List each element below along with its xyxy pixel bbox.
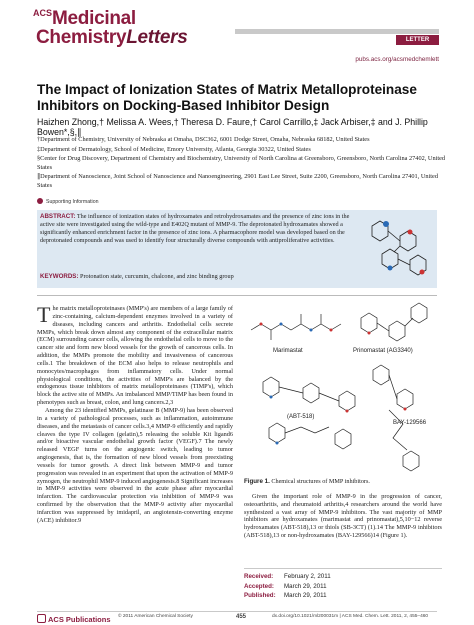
accepted-row: [244, 582, 331, 592]
body-paragraph-2: Among the 23 identified MMPs, gelatinase B (MMP-9) has been observed in a variety of pathological processes, such as inflammation, autoimmune diseases, and the metastasis of cancer cells.3,4 MMP-9 efficiently and rapidly cleaves the type IV collagen (gelatin),5 releasing the soluble Kit ligand6 and/or bioactive vascular endothelial growth factor (VEGF).7 The newly released VEGF turns on the angiogenic switch, leading to tumor angiogenesis, that is, the formation of new blood vessels from preexisting vessels for tumor growth. A direct link between MMP-9 and tumor progression was revealed in an experiment that upon the activation of MMP-9 zymogen, the neutrophil MMP-9 induced angiogenesis.8 Significant increases in MMP-9 activities were observed in the acute phase after myocardial infarction. The cardiovascular protection via inhibition of MMP-9 was confirmed by the observation that the MMP-9 activity after myocardial infarction was suppressed by imidapril, an angiotensin-converting enzyme (ACE) inhibitor.9: [37, 406, 233, 524]
abstract-label: ABSTRACT:: [40, 213, 76, 220]
affiliations: [37, 136, 449, 192]
abstract: [40, 213, 350, 245]
history-rule: [244, 568, 442, 569]
dropcap: T: [37, 302, 51, 327]
affiliation-1: †Department of Chemistry, University of Nebraska at Omaha, DSC362, 6001 Dodge Street, Omaha, Nebraska 68182, United States: [37, 136, 370, 143]
body-paragraph-1: [37, 302, 233, 407]
figure-1-caption: [244, 478, 370, 485]
label-prinomastat: Prinomastat (AG3340): [353, 348, 413, 354]
logo-letters: Letters: [126, 27, 188, 48]
section-tag: LETTER: [396, 35, 439, 45]
header-rule: [235, 29, 439, 34]
footer-page-number: 455: [236, 614, 247, 620]
received-label: Received:: [244, 573, 274, 580]
acs-mark: ACS: [33, 8, 53, 18]
footer-copyright: © 2011 American Chemical Society: [118, 614, 193, 619]
logo-chemistry: Chemistry: [36, 27, 127, 48]
keywords: [40, 273, 350, 280]
acs-publications-logo: [37, 614, 111, 624]
accepted-date: March 29, 2011: [284, 582, 327, 590]
label-bay: BAY-129566: [393, 420, 427, 426]
abstract-body: The influence of ionization states of hydroxamates and retrohydroxamates and the presence of zinc ions in the active site were investigated using the wild-type and E402Q mutant of MMP-9. The deprotonated hydroxamates showed a significantly enhanced enrichment factor in the presence of zinc ions. A pharmacophore model was developed based on the deprotonated compounds and was used to identify four structurally diverse compounds with antiproliferative activities.: [40, 213, 350, 244]
logo-medicinal: Medicinal: [52, 8, 136, 29]
supporting-info-label: Supporting Information: [46, 199, 99, 205]
label-abt518: (ABT-518): [287, 414, 315, 420]
body-paragraph-1-text: he matrix metalloproteinases (MMP's) are members of a large family of zinc-containing, calcium-dependent enzymes involved in a variety of diseases, including cancers and arthritis. Endothelial cells secrete MMPs, which break down almost any component of the extracellular matrix (ECM) surrounding cancer cells, allowing the endothelial cells to move to the cancer site and form new blood vessels for the growth of cancerous cells. In addition, the MMPs promote the mobility and invasiveness of cancerous cells.1 The breakdown of the ECM also helps to release neutrophils and monocytes/macrophages from inflammatory cells. Under normal physiological conditions, the activities of MMP's are balanced by the endogenous tissue inhibitors of matrix metalloproteinases (TIMP's), which block the active site of MMPs. An imbalanced MMP/TIMP has been found in phenotypes such as breast, colon, and lung cancers.2,3: [37, 305, 233, 407]
body-paragraph-3: Given the important role of MMP-9 in the progression of cancer, osteoarthritis, and rheumatoid arthritis,4 researchers around the world have synthesized a vast array of MMP-9 inhibitors. The vast majority of MMP inhibitors are hydroxamates (marimastat and prinomastat),5,10−12 reverse hydroxamates (ABT-518),13 or thiols (SB-3CT) (1).14 The MMP-9 inhibitors (ABT-518),13 or non-hydroxamates (BAY-129566)14 (Figure 1).: [244, 493, 442, 539]
keywords-text: Protonation state, curcumin, chalcone, and zinc binding group: [80, 273, 234, 280]
figure-1-label: Figure 1.: [244, 478, 270, 485]
figure-1-caption-text: Chemical structures of MMP inhibitors.: [271, 478, 370, 485]
affiliation-3: §Center for Drug Discovery, Department of Chemistry and Biochemistry, University of North Carolina at Greensboro, Greensboro, North Carolina 27402, United States: [37, 155, 446, 171]
figure-1-structures: [243, 300, 441, 476]
supporting-info-link[interactable]: [37, 198, 98, 205]
article-title: The Impact of Ionization States of Matrix Metalloproteinase Inhibitors on Docking-Based Inhibitor Design: [37, 82, 417, 113]
journal-url[interactable]: pubs.acs.org/acsmedchemlett: [355, 56, 439, 63]
journal-logo-bottom: [36, 28, 188, 47]
article-history: [244, 572, 331, 601]
journal-logo-top: [33, 9, 136, 28]
toc-structure-graphic: [356, 212, 436, 284]
supporting-info-icon: [37, 198, 43, 204]
received-date: February 2, 2011: [284, 573, 331, 580]
received-row: [244, 572, 331, 582]
affiliation-2: ‡Department of Dermatology, School of Medicine, Emory University, Atlanta, Georgia 30322, United States: [37, 145, 311, 153]
keywords-label: KEYWORDS:: [40, 273, 79, 280]
acs-publications-icon: [37, 614, 46, 623]
footer-rule: [37, 611, 437, 612]
abstract-divider: [37, 295, 437, 296]
acs-publications-label: ACS Publications: [48, 615, 111, 624]
body-right-column: [244, 493, 442, 540]
label-marimastat: Marimastat: [273, 348, 303, 354]
accepted-label: Accepted:: [244, 582, 274, 590]
author-list: Haizhen Zhong,† Melissa A. Wees,† Theresa D. Faure,† Carol Carrillo,‡ Jack Arbiser,‡ and J. Phillip Bowen*,§,∥: [37, 117, 428, 137]
published-row: [244, 591, 331, 601]
published-label: Published:: [244, 592, 276, 599]
body-left-column: [37, 302, 233, 525]
published-date: March 29, 2011: [284, 592, 327, 599]
affiliation-4: ∥Department of Nanoscience, Joint School of Nanoscience and Nanoengineering, 2901 East Lee Street, Suite 2200, Greensboro, North Carolina 27401, United States: [37, 173, 438, 189]
footer-doi[interactable]: dx.doi.org/10.1021/ml200031m | ACS Med. Chem. Lett. 2011, 2, 455–460: [272, 614, 429, 619]
